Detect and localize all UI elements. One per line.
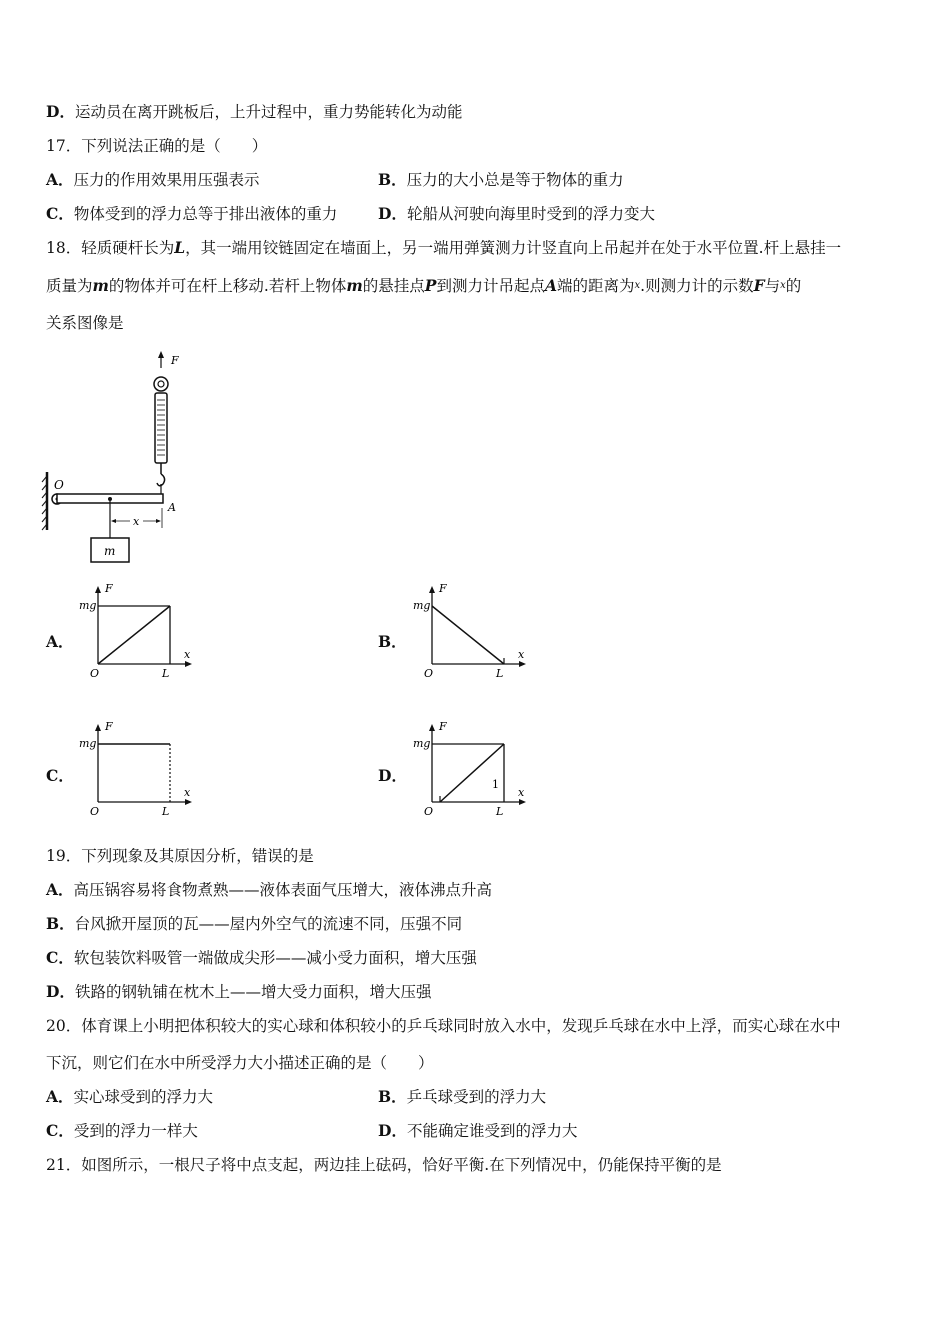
q19-option-c: C．软包装饮料吸管一端做成尖形——减小受力面积，增大压强 [46,948,477,967]
svg-text:L: L [162,805,170,818]
svg-text:O: O [424,667,434,680]
q20-option-d: D．不能确定谁受到的浮力大 [378,1121,578,1140]
svg-text:O: O [90,667,100,680]
label-m: m [104,544,116,558]
svg-text:O: O [424,805,434,818]
label-f: F [171,354,179,367]
svg-text:L: L [162,667,170,680]
svg-text:F: F [439,720,447,733]
svg-text:F: F [105,582,113,595]
graph-a [78,578,198,680]
q17-option-d: D．轮船从河驶向海里时受到的浮力变大 [378,204,655,223]
graph-d [412,716,532,818]
graph-c [78,716,198,818]
q18-option-b-label: B． [378,632,407,651]
q21-stem: 21．如图所示，一根尺子将中点支起，两边挂上砝码，恰好平衡.在下列情况中，仍能保持平衡的是 [46,1156,722,1174]
q17-option-c: C．物体受到的浮力总等于排出液体的重力 [46,204,338,223]
q18-option-d-label: D． [378,766,407,785]
svg-text:F: F [105,720,113,733]
scale-ring-icon [154,377,168,391]
q18-option-c-label: C． [46,766,74,785]
q17-stem: 17．下列说法正确的是（ ） [46,137,268,155]
hang-point [108,497,112,501]
q19-option-b: B．台风掀开屋顶的瓦——屋内外空气的流速不同，压强不同 [46,914,463,933]
svg-text:mg: mg [413,737,431,750]
q16-option-d: D．运动员在离开跳板后，上升过程中，重力势能转化为动能 [46,102,463,121]
label-o: O [54,478,64,492]
svg-text:x: x [518,786,525,799]
svg-text:F: F [439,582,447,595]
svg-text:mg: mg [413,599,431,612]
q18-option-a-label: A． [46,632,74,651]
svg-text:mg: mg [79,737,97,750]
q18-stem-line2: 质量为m的物体并可在杆上移动.若杆上物体m的悬挂点P到测力计吊起点A端的距离为x.则测力计的示数F与x的 [46,276,802,295]
lever-spring-scale-figure [40,350,200,570]
svg-text:O: O [90,805,100,818]
svg-text:x: x [518,648,525,661]
svg-text:L: L [496,667,504,680]
graph-a-line [98,606,170,664]
graph-b-line [432,606,504,664]
q17-option-a: A．压力的作用效果用压强表示 [46,170,260,189]
q17-option-b: B．压力的大小总是等于物体的重力 [378,170,624,189]
graph-d-line [440,744,504,802]
q20-stem-line2: 下沉，则它们在水中所受浮力大小描述正确的是（ ） [46,1054,434,1072]
q19-option-d: D．铁路的钢轨铺在枕木上——增大受力面积，增大压强 [46,982,432,1001]
spring-scale-body [155,393,167,463]
svg-text:1: 1 [492,778,499,791]
svg-text:L: L [496,805,504,818]
q19-stem: 19．下列现象及其原因分析，错误的是 [46,847,314,865]
q19-option-a: A．高压锅容易将食物煮熟——液体表面气压增大，液体沸点升高 [46,880,493,899]
label-a: A [168,501,176,514]
q18-stem-line1: 18．轻质硬杆长为L，其一端用铰链固定在墙面上，另一端用弹簧测力计竖直向上吊起并在处于水平位置.杆上悬挂一 [46,238,842,257]
q20-option-b: B．乒乓球受到的浮力大 [378,1087,547,1106]
svg-text:x: x [184,786,191,799]
label-x: x [133,515,140,528]
q18-stem-line3: 关系图像是 [46,314,124,332]
graph-b [412,578,532,680]
svg-text:x: x [184,648,191,661]
q20-option-a: A．实心球受到的浮力大 [46,1087,214,1106]
svg-text:mg: mg [79,599,97,612]
q20-option-c: C．受到的浮力一样大 [46,1121,198,1140]
q20-stem-line1: 20．体育课上小明把体积较大的实心球和体积较小的乒乓球同时放入水中，发现乒乓球在水中上浮，而实心球在水中 [46,1017,841,1035]
